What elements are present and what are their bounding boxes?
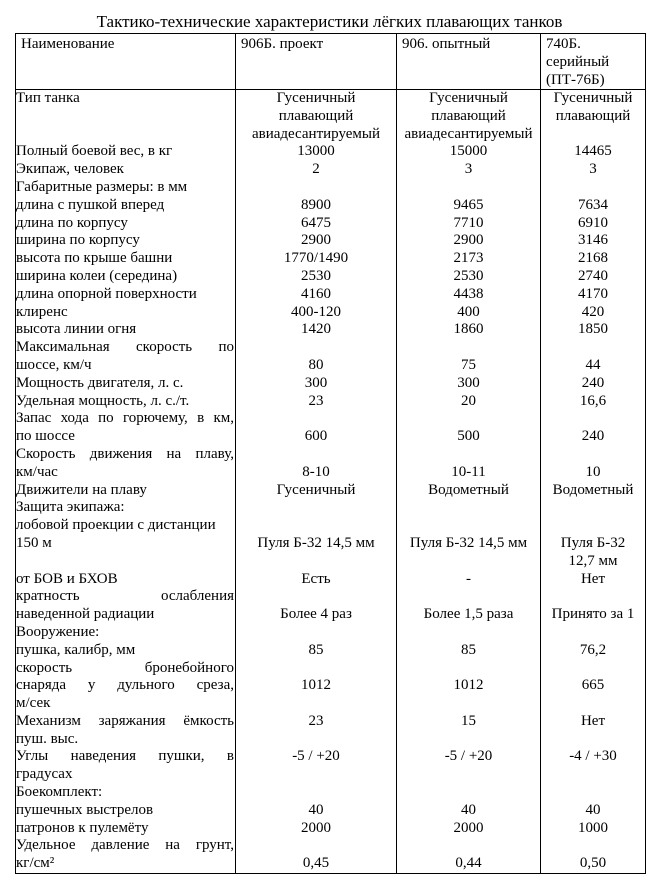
table-row — [16, 624, 646, 642]
table-row — [16, 464, 646, 482]
row-label: Углы наведения пушки, в — [16, 748, 234, 765]
column-header-906b-project: 906Б. проект — [236, 34, 397, 90]
row-label: Максимальная скорость по — [16, 339, 234, 356]
table-row — [16, 766, 646, 784]
table-row — [16, 784, 646, 802]
row-label: Механизм заряжания ёмкость — [16, 712, 234, 729]
row-label: Скорость движения на плаву, — [16, 445, 234, 462]
value-906b-project: Гусеничный — [236, 482, 397, 500]
value-906-experimental: Водометный — [397, 482, 541, 500]
value-740b-serial: 3 — [541, 161, 646, 179]
table-row — [16, 250, 646, 268]
value-740b-serial: Принято за 1 — [541, 606, 646, 624]
value-906-experimental: - — [397, 571, 541, 589]
value-906b-project — [236, 446, 397, 464]
row-label: патронов к пулемёту — [16, 820, 236, 838]
value-740b-serial — [541, 624, 646, 642]
table-row — [16, 232, 646, 250]
value-906-experimental: плавающий — [397, 108, 541, 126]
row-label: длина по корпусу — [16, 215, 236, 233]
value-740b-serial — [541, 339, 646, 357]
table-row — [16, 428, 646, 446]
value-906b-project — [236, 784, 397, 802]
table-row — [16, 90, 646, 108]
row-label: кратность ослабления — [16, 588, 234, 605]
row-label: от БОВ и БХОВ — [16, 571, 236, 589]
value-906b-project: Есть — [236, 571, 397, 589]
value-906b-project — [236, 517, 397, 535]
value-906b-project — [236, 766, 397, 784]
row-label: Удельная мощность, л. с./т. — [16, 393, 236, 411]
table-row — [16, 304, 646, 322]
value-906-experimental: 500 — [397, 428, 541, 446]
value-740b-serial: 3146 — [541, 232, 646, 250]
value-906-experimental: 1012 — [397, 677, 541, 695]
value-906-experimental: 9465 — [397, 197, 541, 215]
table-row — [16, 731, 646, 749]
value-740b-serial: Нет — [541, 713, 646, 731]
value-740b-serial — [541, 660, 646, 678]
value-906b-project: 400-120 — [236, 304, 397, 322]
table-row — [16, 802, 646, 820]
value-906b-project: 4160 — [236, 286, 397, 304]
row-label: Тип танка — [16, 90, 236, 108]
value-906b-project: 1012 — [236, 677, 397, 695]
table-row — [16, 713, 646, 731]
table-row — [16, 286, 646, 304]
value-906-experimental: 2900 — [397, 232, 541, 250]
value-740b-serial: 6910 — [541, 215, 646, 233]
table-row — [16, 517, 646, 535]
table-row — [16, 837, 646, 855]
value-740b-serial: 14465 — [541, 143, 646, 161]
value-906b-project: Пуля Б-32 14,5 мм — [236, 535, 397, 553]
value-740b-serial — [541, 179, 646, 197]
row-label: длина опорной поверхности — [16, 286, 236, 304]
row-label: снаряда у дульного среза, — [16, 677, 234, 694]
row-label — [16, 553, 236, 571]
value-740b-serial: 40 — [541, 802, 646, 820]
value-906b-project: 85 — [236, 642, 397, 660]
row-label: пушечных выстрелов — [16, 802, 236, 820]
value-906b-project: Более 4 раз — [236, 606, 397, 624]
value-906-experimental: 75 — [397, 357, 541, 375]
value-906-experimental: 15000 — [397, 143, 541, 161]
value-906b-project — [236, 588, 397, 606]
value-740b-serial: -4 / +30 — [541, 748, 646, 766]
value-906b-project — [236, 339, 397, 357]
table-body — [16, 90, 646, 874]
row-label: Мощность двигателя, л. с. — [16, 375, 236, 393]
table-row — [16, 321, 646, 339]
value-740b-serial: Гусеничный — [541, 90, 646, 108]
value-740b-serial: 12,7 мм — [541, 553, 646, 571]
row-label: лобовой проекции с дистанции — [16, 517, 236, 535]
column-header-740b-serial: 740Б. серийный (ПТ-76Б) — [541, 34, 646, 90]
value-740b-serial: 240 — [541, 375, 646, 393]
value-906b-project — [236, 731, 397, 749]
value-906b-project — [236, 410, 397, 428]
value-906b-project — [236, 624, 397, 642]
header-row — [16, 34, 646, 90]
value-906-experimental — [397, 499, 541, 517]
value-906b-project: 300 — [236, 375, 397, 393]
value-906b-project — [236, 660, 397, 678]
value-906-experimental — [397, 766, 541, 784]
table-row — [16, 820, 646, 838]
row-label: Габаритные размеры: в мм — [16, 179, 236, 197]
value-740b-serial — [541, 499, 646, 517]
value-740b-serial — [541, 588, 646, 606]
table-row — [16, 410, 646, 428]
value-906-experimental: Гусеничный — [397, 90, 541, 108]
value-906-experimental — [397, 517, 541, 535]
row-label: наведенной радиации — [16, 606, 236, 624]
value-740b-serial: 4170 — [541, 286, 646, 304]
value-906b-project — [236, 695, 397, 713]
value-906b-project: 23 — [236, 713, 397, 731]
table-row — [16, 179, 646, 197]
row-label: пуш. выс. — [16, 731, 236, 749]
value-906-experimental: Пуля Б-32 14,5 мм — [397, 535, 541, 553]
value-740b-serial — [541, 410, 646, 428]
value-740b-serial: 7634 — [541, 197, 646, 215]
value-906b-project: 1420 — [236, 321, 397, 339]
table-row — [16, 499, 646, 517]
table-row — [16, 695, 646, 713]
value-906-experimental: 300 — [397, 375, 541, 393]
row-label: ширина колеи (середина) — [16, 268, 236, 286]
value-906-experimental: 400 — [397, 304, 541, 322]
table-row — [16, 588, 646, 606]
value-906-experimental: 20 — [397, 393, 541, 411]
value-906-experimental: 2000 — [397, 820, 541, 838]
value-906-experimental — [397, 624, 541, 642]
column-header-name: Наименование — [16, 34, 236, 90]
value-906-experimental — [397, 660, 541, 678]
row-label: Запас хода по горючему, в км, — [16, 410, 234, 427]
table-row — [16, 571, 646, 589]
value-906b-project: плавающий — [236, 108, 397, 126]
table-row — [16, 126, 646, 144]
table-row — [16, 446, 646, 464]
value-906-experimental: Более 1,5 раза — [397, 606, 541, 624]
row-label: пушка, калибр, мм — [16, 642, 236, 660]
row-label: высота по крыше башни — [16, 250, 236, 268]
value-906-experimental: 15 — [397, 713, 541, 731]
value-740b-serial: 76,2 — [541, 642, 646, 660]
value-906b-project: 23 — [236, 393, 397, 411]
table-row — [16, 855, 646, 873]
value-906-experimental — [397, 553, 541, 571]
row-label: Движители на плаву — [16, 482, 236, 500]
table-row — [16, 197, 646, 215]
value-740b-serial — [541, 446, 646, 464]
table-row — [16, 161, 646, 179]
value-906-experimental — [397, 731, 541, 749]
value-740b-serial: 240 — [541, 428, 646, 446]
value-906-experimental — [397, 695, 541, 713]
value-906-experimental: 2530 — [397, 268, 541, 286]
value-740b-serial: плавающий — [541, 108, 646, 126]
value-906-experimental: 3 — [397, 161, 541, 179]
row-label: клиренс — [16, 304, 236, 322]
table-row — [16, 660, 646, 678]
value-906b-project: 80 — [236, 357, 397, 375]
value-740b-serial: 44 — [541, 357, 646, 375]
value-740b-serial — [541, 837, 646, 855]
table-row — [16, 393, 646, 411]
value-906-experimental — [397, 784, 541, 802]
row-label: Удельное давление на грунт, — [16, 837, 234, 854]
column-header-906-experimental: 906. опытный — [397, 34, 541, 90]
row-label: по шоссе — [16, 428, 236, 446]
tank-specs-table — [15, 33, 646, 874]
value-740b-serial: 16,6 — [541, 393, 646, 411]
value-740b-serial: Пуля Б-32 — [541, 535, 646, 553]
value-906b-project: 6475 — [236, 215, 397, 233]
value-906b-project: 2900 — [236, 232, 397, 250]
value-906-experimental — [397, 837, 541, 855]
value-740b-serial: 1850 — [541, 321, 646, 339]
row-label: шоссе, км/ч — [16, 357, 236, 375]
value-906b-project: 600 — [236, 428, 397, 446]
table-row — [16, 677, 646, 695]
table-row — [16, 108, 646, 126]
value-906b-project: 8-10 — [236, 464, 397, 482]
value-906b-project: 0,45 — [236, 855, 397, 873]
value-740b-serial — [541, 126, 646, 144]
value-906-experimental — [397, 179, 541, 197]
row-label: высота линии огня — [16, 321, 236, 339]
value-906-experimental: 40 — [397, 802, 541, 820]
value-906-experimental: авиадесантируемый — [397, 126, 541, 144]
table-row — [16, 482, 646, 500]
value-740b-serial — [541, 784, 646, 802]
row-label — [16, 108, 236, 126]
value-906-experimental: -5 / +20 — [397, 748, 541, 766]
value-906-experimental: 1860 — [397, 321, 541, 339]
table-row — [16, 748, 646, 766]
row-label: скорость бронебойного — [16, 659, 234, 676]
value-906b-project: 13000 — [236, 143, 397, 161]
value-906b-project: -5 / +20 — [236, 748, 397, 766]
row-label: Полный боевой вес, в кг — [16, 143, 236, 161]
value-906-experimental: 2173 — [397, 250, 541, 268]
row-label: длина с пушкой вперед — [16, 197, 236, 215]
value-906-experimental: 7710 — [397, 215, 541, 233]
row-label: градусах — [16, 766, 236, 784]
value-740b-serial: Нет — [541, 571, 646, 589]
value-906b-project: 2530 — [236, 268, 397, 286]
value-906b-project: 1770/1490 — [236, 250, 397, 268]
page-title: Тактико-технические характеристики лёгких плавающих танков — [96, 12, 563, 31]
value-906-experimental — [397, 446, 541, 464]
table-row — [16, 339, 646, 357]
value-740b-serial: 665 — [541, 677, 646, 695]
value-740b-serial: 2168 — [541, 250, 646, 268]
value-906-experimental — [397, 588, 541, 606]
row-label: ширина по корпусу — [16, 232, 236, 250]
row-label: кг/см² — [16, 855, 236, 873]
value-906-experimental: 4438 — [397, 286, 541, 304]
row-label: Вооружение: — [16, 624, 236, 642]
value-906b-project — [236, 553, 397, 571]
row-label: м/сек — [16, 695, 236, 713]
value-906b-project — [236, 837, 397, 855]
value-906b-project: 40 — [236, 802, 397, 820]
value-906-experimental: 0,44 — [397, 855, 541, 873]
value-740b-serial: Водометный — [541, 482, 646, 500]
value-906b-project: Гусеничный — [236, 90, 397, 108]
row-label: км/час — [16, 464, 236, 482]
value-740b-serial — [541, 517, 646, 535]
value-740b-serial — [541, 731, 646, 749]
value-906b-project: авиадесантируемый — [236, 126, 397, 144]
table-row — [16, 215, 646, 233]
value-906-experimental — [397, 410, 541, 428]
row-label — [16, 126, 236, 144]
value-906b-project: 2000 — [236, 820, 397, 838]
value-906b-project: 2 — [236, 161, 397, 179]
row-label: 150 м — [16, 535, 236, 553]
value-906-experimental: 85 — [397, 642, 541, 660]
value-906-experimental — [397, 339, 541, 357]
value-906-experimental: 10-11 — [397, 464, 541, 482]
value-906b-project — [236, 179, 397, 197]
value-740b-serial: 1000 — [541, 820, 646, 838]
value-740b-serial — [541, 766, 646, 784]
value-740b-serial: 420 — [541, 304, 646, 322]
value-740b-serial: 0,50 — [541, 855, 646, 873]
value-740b-serial: 10 — [541, 464, 646, 482]
table-row — [16, 143, 646, 161]
value-906b-project — [236, 499, 397, 517]
value-906b-project: 8900 — [236, 197, 397, 215]
table-row — [16, 357, 646, 375]
table-row — [16, 535, 646, 553]
table-row — [16, 375, 646, 393]
table-row — [16, 553, 646, 571]
row-label: Экипаж, человек — [16, 161, 236, 179]
row-label: Защита экипажа: — [16, 499, 236, 517]
value-740b-serial: 2740 — [541, 268, 646, 286]
table-row — [16, 606, 646, 624]
table-row — [16, 268, 646, 286]
value-740b-serial — [541, 695, 646, 713]
table-row — [16, 642, 646, 660]
row-label: Боекомплект: — [16, 784, 236, 802]
